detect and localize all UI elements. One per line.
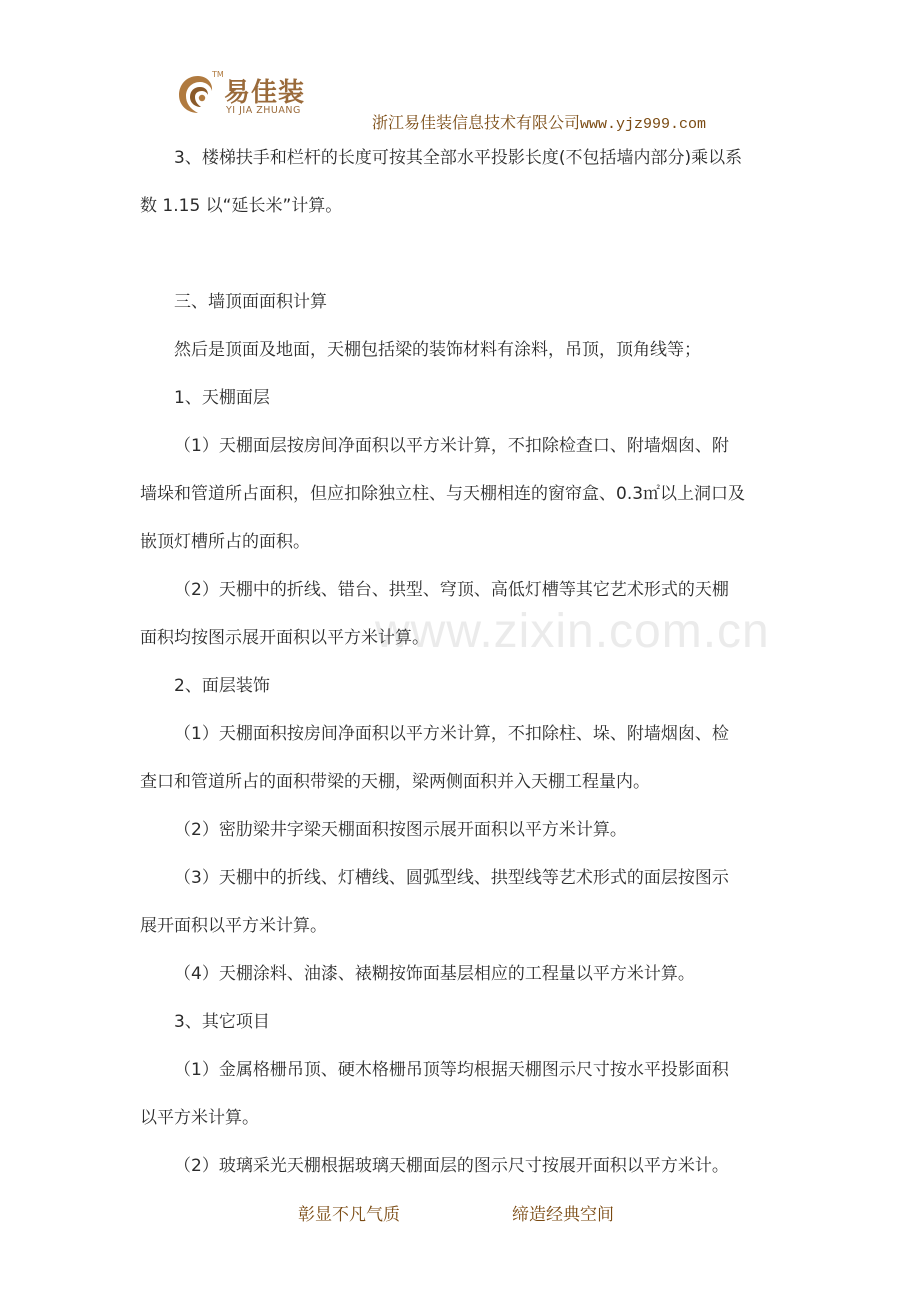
paragraph-line: 3、楼梯扶手和栏杆的长度可按其全部水平投影长度(不包括墙内部分)乘以系 [174,148,743,168]
paragraph-line: （1）天棚面层按房间净面积以平方米计算，不扣除检查口、附墙烟囱、附 [174,436,729,456]
subsection-heading: 2、面层装饰 [174,676,270,696]
paragraph-line: 查口和管道所占的面积带梁的天棚，梁两侧面积并入天棚工程量内。 [140,772,650,792]
paragraph-line: （4）天棚涂料、油漆、裱糊按饰面基层相应的工程量以平方米计算。 [174,964,695,984]
paragraph-line: 嵌顶灯槽所占的面积。 [140,532,310,552]
watermark-text: www.zixin.com.cn [375,605,770,658]
company-url[interactable]: www.yjz999.com [580,116,707,133]
subsection-heading: 3、其它项目 [174,1012,270,1032]
paragraph-line: （2）天棚中的折线、错台、拱型、穹顶、高低灯槽等其它艺术形式的天棚 [174,580,729,600]
footer-slogan-left: 彰显不凡气质 [298,1205,400,1225]
company-header [372,110,706,133]
logo-pinyin-name: YI JIA ZHUANG [226,105,301,116]
paragraph-line: （3）天棚中的折线、灯槽线、圆弧型线、拱型线等艺术形式的面层按图示 [174,868,729,888]
paragraph-line: 墙垛和管道所占面积，但应扣除独立柱、与天棚相连的窗帘盒、0.3㎡以上洞口及 [140,484,746,504]
paragraph-line: 以平方米计算。 [140,1108,259,1128]
company-name: 浙江易佳装信息技术有限公司 [372,113,581,132]
subsection-heading: 1、天棚面层 [174,388,270,408]
trademark-mark: TM [212,70,224,79]
footer-slogan-right: 缔造经典空间 [512,1205,614,1225]
logo-chinese-name: 易佳装 [224,78,306,108]
paragraph-line: （1）天棚面积按房间净面积以平方米计算，不扣除柱、垛、附墙烟囱、检 [174,724,729,744]
paragraph-line: 展开面积以平方米计算。 [140,916,327,936]
section-heading: 三、墙顶面面积计算 [174,292,327,312]
paragraph-line: 面积均按图示展开面积以平方米计算。 [140,628,429,648]
paragraph-line: （2）密肋梁井字梁天棚面积按图示展开面积以平方米计算。 [174,820,627,840]
paragraph-line: （1）金属格栅吊顶、硬木格栅吊顶等均根据天棚图示尺寸按水平投影面积 [174,1060,729,1080]
paragraph-line: 然后是顶面及地面，天棚包括梁的装饰材料有涂料，吊顶，顶角线等； [174,340,701,360]
brand-logo [160,66,330,122]
paragraph-line: 数 1.15 以“延长米”计算。 [140,196,343,216]
paragraph-line: （2）玻璃采光天棚根据玻璃天棚面层的图示尺寸按展开面积以平方米计。 [174,1156,729,1176]
